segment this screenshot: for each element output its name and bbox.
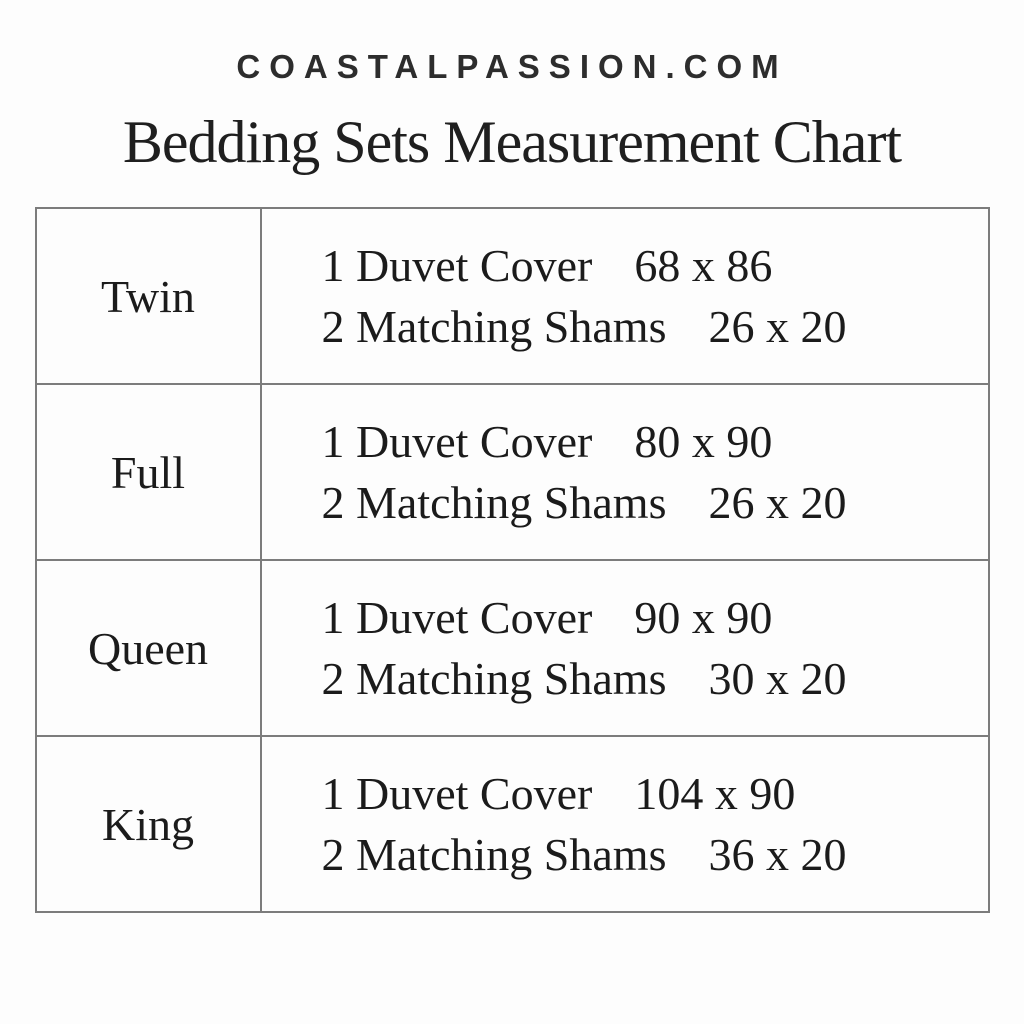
item-line bbox=[322, 587, 987, 648]
bed-size-label: Full bbox=[36, 384, 261, 560]
bed-size-label: Twin bbox=[36, 208, 261, 384]
item-dimensions: 90 x 90 bbox=[634, 592, 773, 643]
item-label: 2 Matching Shams bbox=[321, 829, 667, 880]
item-dimensions: 26 x 20 bbox=[708, 477, 847, 528]
table-row-queen bbox=[36, 560, 989, 736]
item-label: 1 Duvet Cover bbox=[321, 240, 593, 291]
item-line bbox=[322, 763, 987, 824]
site-name: COASTALPASSION.COM bbox=[236, 48, 788, 85]
item-line bbox=[322, 296, 987, 357]
measurement-table-body bbox=[36, 208, 989, 912]
item-line bbox=[322, 648, 987, 709]
bed-size-label: Queen bbox=[36, 560, 261, 736]
item-dimensions: 68 x 86 bbox=[634, 240, 773, 291]
item-line bbox=[322, 824, 987, 885]
item-line bbox=[322, 411, 987, 472]
contents-cell bbox=[261, 560, 989, 736]
item-dimensions: 36 x 20 bbox=[708, 829, 847, 880]
table-row-full bbox=[36, 384, 989, 560]
item-label: 2 Matching Shams bbox=[321, 477, 667, 528]
item-label: 2 Matching Shams bbox=[321, 301, 667, 352]
item-label: 1 Duvet Cover bbox=[321, 416, 593, 467]
table-row-twin bbox=[36, 208, 989, 384]
contents-cell bbox=[261, 208, 989, 384]
item-line bbox=[322, 472, 987, 533]
contents-cell bbox=[261, 736, 989, 912]
item-dimensions: 80 x 90 bbox=[634, 416, 773, 467]
item-dimensions: 26 x 20 bbox=[708, 301, 847, 352]
item-label: 1 Duvet Cover bbox=[321, 768, 593, 819]
measurement-table bbox=[35, 207, 990, 913]
contents-cell bbox=[261, 384, 989, 560]
item-label: 2 Matching Shams bbox=[321, 653, 667, 704]
page-title: Bedding Sets Measurement Chart bbox=[122, 109, 902, 175]
item-label: 1 Duvet Cover bbox=[321, 592, 593, 643]
item-dimensions: 104 x 90 bbox=[634, 768, 796, 819]
item-line bbox=[322, 235, 987, 296]
table-row-king bbox=[36, 736, 989, 912]
item-dimensions: 30 x 20 bbox=[708, 653, 847, 704]
bed-size-label: King bbox=[36, 736, 261, 912]
